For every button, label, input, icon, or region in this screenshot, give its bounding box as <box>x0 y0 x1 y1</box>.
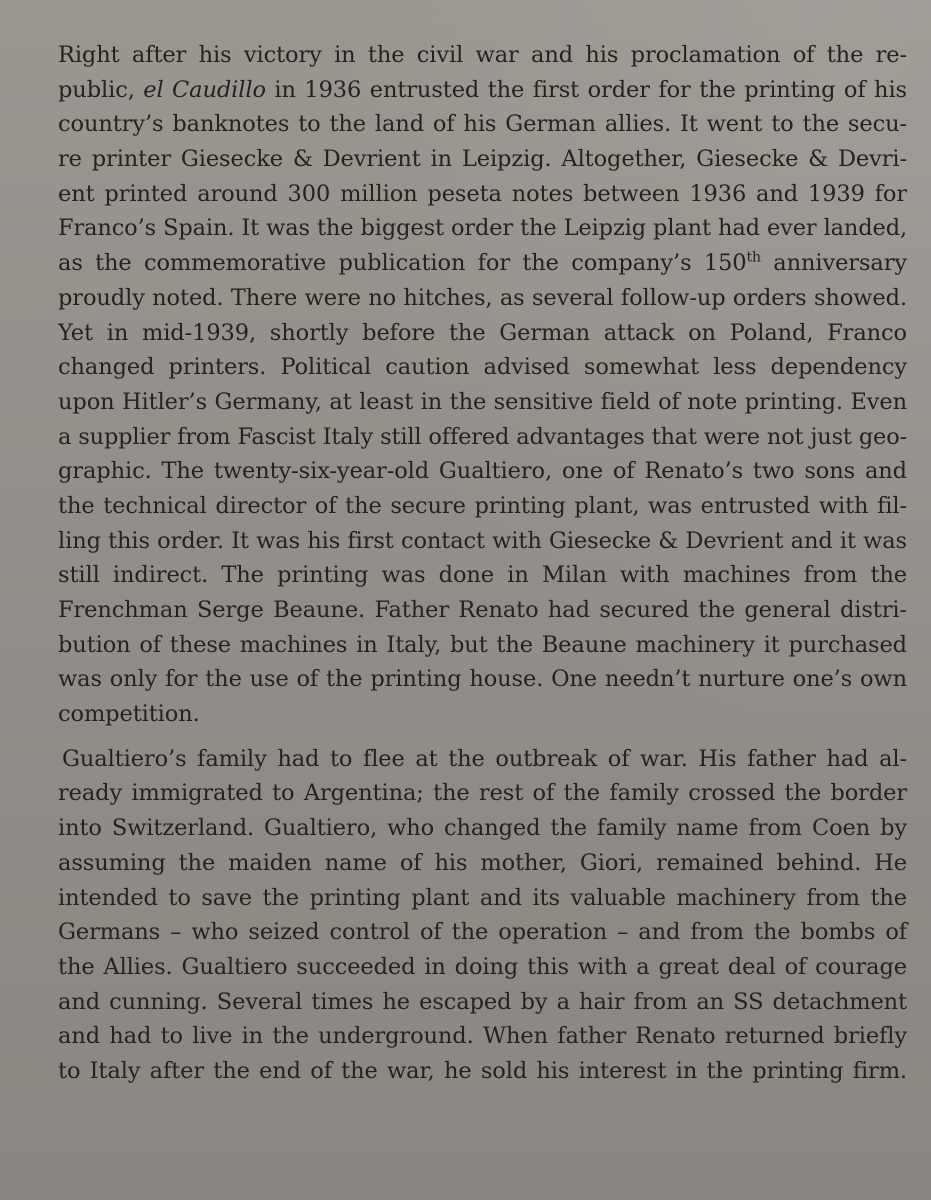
text-line <box>58 107 907 142</box>
line-text: as the commemorative publication for the company’s 150 <box>58 250 747 277</box>
line-text: assuming the maiden name of his mother, Giori, remained behind. He <box>58 849 907 876</box>
line-text: country’s banknotes to the land of his German allies. It went to the secu- <box>58 111 907 138</box>
line-text: Germans – who seized control of the operation – and from the bombs of <box>58 919 907 946</box>
text-line <box>58 742 907 777</box>
text-line <box>58 985 907 1020</box>
text-line <box>58 420 907 455</box>
text-line <box>58 558 907 593</box>
text-line <box>58 38 907 73</box>
line-text: and cunning. Several times he escaped by a hair from an SS detachment <box>58 988 907 1015</box>
text-line <box>58 811 907 846</box>
text-line <box>58 662 907 697</box>
text-line <box>58 697 907 732</box>
line-text: bution of these machines in Italy, but the Beaune machinery it purchased <box>58 631 907 658</box>
line-text: changed printers. Political caution advised somewhat less dependency <box>58 354 907 381</box>
italic-term: el Caudillo <box>143 76 266 103</box>
page-text <box>58 38 907 1089</box>
line-text: Gualtiero’s family had to flee at the outbreak of war. His father had al- <box>62 745 907 772</box>
line-text: the Allies. Gualtiero succeeded in doing this with a great deal of courage <box>58 953 907 980</box>
text-line <box>58 316 907 351</box>
line-text: ling this order. It was his first contact with Giesecke & Devrient and it was <box>58 527 907 554</box>
text-line <box>58 593 907 628</box>
text-line <box>58 1054 907 1089</box>
text-line <box>58 1019 907 1054</box>
line-text: Frenchman Serge Beaune. Father Renato had secured the general distri- <box>58 597 907 623</box>
text-line <box>58 915 907 950</box>
line-text: Franco’s Spain. It was the biggest order the Leipzig plant had ever landed, <box>58 215 907 242</box>
line-text: Right after his victory in the civil war and his proclamation of the re- <box>58 42 907 68</box>
text-line <box>58 211 907 246</box>
line-text: ent printed around 300 million peseta notes between 1936 and 1939 for <box>58 180 907 207</box>
text-line <box>58 454 907 489</box>
text-line <box>58 489 907 524</box>
line-text: anniversary <box>760 250 907 277</box>
text-line <box>58 350 907 385</box>
text-line <box>58 73 907 108</box>
text-line <box>58 776 907 811</box>
text-line <box>58 246 907 281</box>
line-text: proudly noted. There were no hitches, as several follow-up orders showed. <box>58 284 907 311</box>
text-line <box>58 881 907 916</box>
line-text: and had to live in the underground. When father Renato returned briefly <box>58 1023 907 1050</box>
line-text: graphic. The twenty-six-year-old Gualtiero, one of Renato’s two sons and <box>58 458 907 485</box>
line-text: Yet in mid-1939, shortly before the German attack on Poland, Franco <box>58 319 907 346</box>
text-line <box>58 524 907 559</box>
line-text: into Switzerland. Gualtiero, who changed the family name from Coen by <box>58 815 907 842</box>
line-text: in 1936 entrusted the first order for the printing of his <box>265 76 907 103</box>
paragraph <box>58 742 907 1089</box>
text-line <box>58 281 907 316</box>
line-text: a supplier from Fascist Italy still offered advantages that were not just geo- <box>58 423 907 450</box>
paragraph <box>58 38 907 732</box>
line-text: public, <box>58 76 144 103</box>
line-text: competition. <box>58 701 200 728</box>
line-text: to Italy after the end of the war, he sold his interest in the printing firm. <box>58 1057 907 1084</box>
text-line <box>58 950 907 985</box>
line-text: re printer Giesecke & Devrient in Leipzig. Altogether, Giesecke & Devri- <box>58 146 907 173</box>
text-line <box>58 142 907 177</box>
text-line <box>58 628 907 663</box>
ordinal-superscript: th <box>746 249 761 266</box>
line-text: upon Hitler’s Germany, at least in the sensitive field of note printing. Even <box>58 388 907 415</box>
line-text: still indirect. The printing was done in Milan with machines from the <box>58 562 907 589</box>
text-line <box>58 846 907 881</box>
line-text: ready immigrated to Argentina; the rest of the family crossed the border <box>58 780 907 807</box>
line-text: the technical director of the secure printing plant, was entrusted with fil- <box>58 492 907 519</box>
line-text: was only for the use of the printing house. One needn’t nurture one’s own <box>58 666 907 693</box>
text-line <box>58 177 907 212</box>
text-line <box>58 385 907 420</box>
line-text: intended to save the printing plant and its valuable machinery from the <box>58 884 907 911</box>
